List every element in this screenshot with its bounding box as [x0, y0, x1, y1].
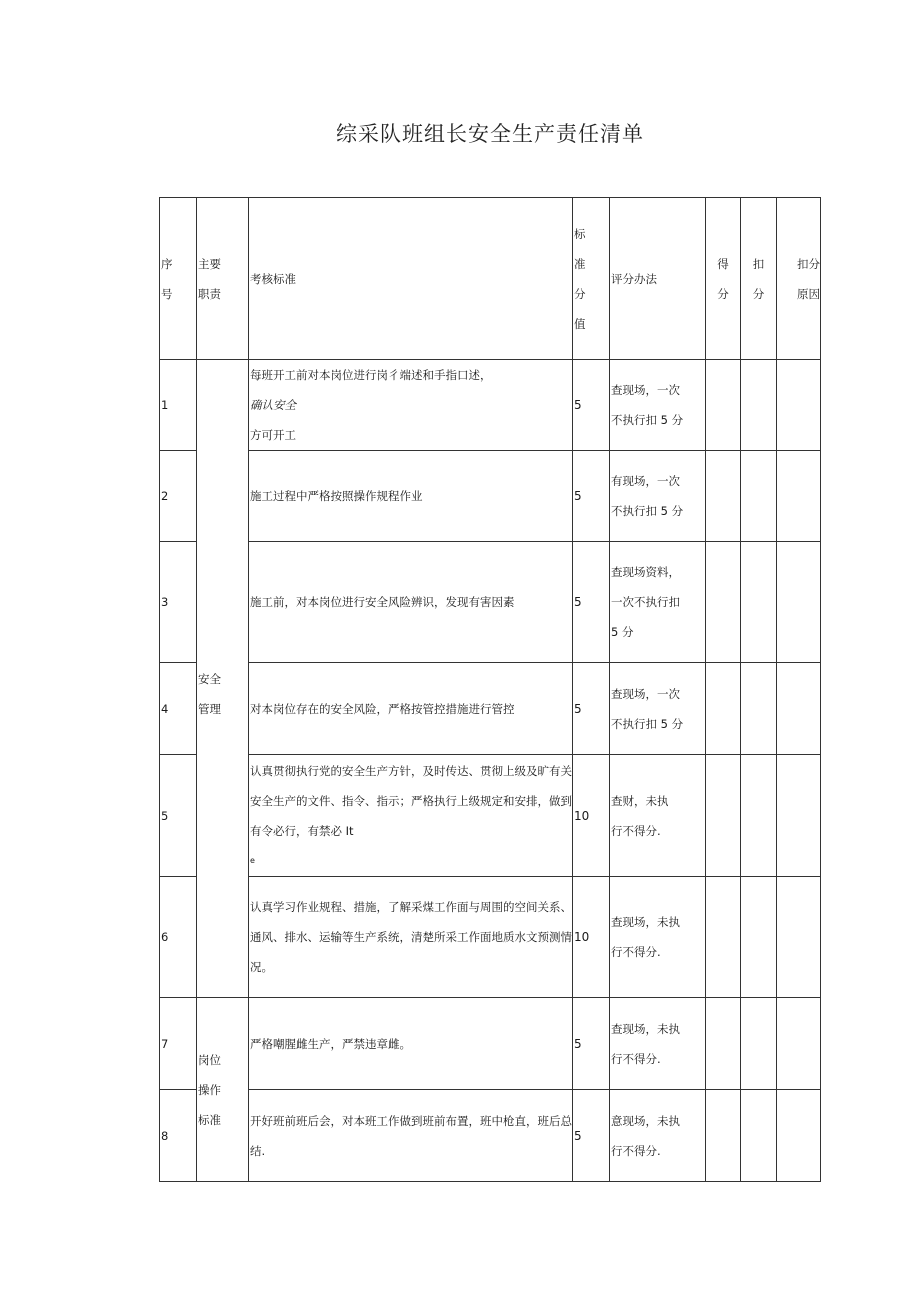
row-criteria: 严格嘲腥雌生产，严禁违章雌。 [249, 998, 573, 1090]
row-deduct [741, 451, 777, 542]
row-no: 6 [160, 877, 197, 998]
row-criteria: 施工过程中严格按照操作规程作业 [249, 451, 573, 542]
row-got [706, 998, 741, 1090]
row-method: 查现场，一次 不执行扣 5 分 [610, 360, 706, 451]
row-got [706, 755, 741, 877]
table-row [160, 360, 821, 451]
row-no: 8 [160, 1090, 197, 1182]
group-post-operation-standard: 岗位 操作 标准 [197, 998, 249, 1182]
row-deduct [741, 755, 777, 877]
row-deduct [741, 663, 777, 755]
row-method: 查现场，一次 不执行扣 5 分 [610, 663, 706, 755]
row-score: 10 [573, 755, 610, 877]
row-got [706, 1090, 741, 1182]
table-row [160, 663, 821, 755]
row-no: 3 [160, 542, 197, 663]
table-row [160, 877, 821, 998]
row-reason [777, 360, 821, 451]
row-reason [777, 998, 821, 1090]
responsibility-table [159, 197, 821, 1182]
row-score: 5 [573, 542, 610, 663]
header-reason: 扣分 原因 [777, 198, 821, 360]
row-got [706, 360, 741, 451]
table-header-row [160, 198, 821, 360]
row-method: 查现场，未执 行不得分. [610, 877, 706, 998]
row-reason [777, 542, 821, 663]
row-no: 1 [160, 360, 197, 451]
table-row [160, 755, 821, 877]
header-got: 得 分 [706, 198, 741, 360]
row-got [706, 663, 741, 755]
row-score: 5 [573, 360, 610, 451]
table-row [160, 998, 821, 1090]
row-criteria: 认真学习作业规程、措施，了解采煤工作面与周围的空间关系、 通风、排水、运输等生产系统，清楚所采工作面地质水文预测情 况。 [249, 877, 573, 998]
header-deduct: 扣 分 [741, 198, 777, 360]
row-method: 查现场资料， 一次不执行扣 5 分 [610, 542, 706, 663]
row-no: 4 [160, 663, 197, 755]
table-row [160, 542, 821, 663]
row-criteria: 认真贯彻执行党的安全生产方针，及时传达、贯彻上级及旷有关 安全生产的文件、指令、指示；严格执行上级规定和安排，做到 有令必行，有禁必 It e [249, 755, 573, 877]
row-criteria: 对本岗位存在的安全风险，严格按管控措施进行管控 [249, 663, 573, 755]
group-safety-management: 安全 管理 [197, 360, 249, 998]
row-deduct [741, 542, 777, 663]
row-reason [777, 877, 821, 998]
row-reason [777, 451, 821, 542]
row-no: 7 [160, 998, 197, 1090]
row-method: 有现场，一次 不执行扣 5 分 [610, 451, 706, 542]
row-got [706, 451, 741, 542]
header-score: 标 准 分 值 [573, 198, 610, 360]
row-score: 5 [573, 663, 610, 755]
row-reason [777, 1090, 821, 1182]
row-no: 5 [160, 755, 197, 877]
header-criteria: 考核标准 [249, 198, 573, 360]
row-method: 查现场，未执 行不得分. [610, 998, 706, 1090]
row-method: 查财，未执 行不得分. [610, 755, 706, 877]
row-reason [777, 755, 821, 877]
table-row [160, 451, 821, 542]
row-score: 5 [573, 451, 610, 542]
header-method: 评分办法 [610, 198, 706, 360]
row-score: 5 [573, 998, 610, 1090]
header-duty: 主要 职责 [197, 198, 249, 360]
row-deduct [741, 360, 777, 451]
row-method: 意现场，未执 行不得分. [610, 1090, 706, 1182]
row-deduct [741, 998, 777, 1090]
row-reason [777, 663, 821, 755]
row-got [706, 542, 741, 663]
row-deduct [741, 877, 777, 998]
row-got [706, 877, 741, 998]
header-no: 序 号 [160, 198, 197, 360]
row-deduct [741, 1090, 777, 1182]
table-row [160, 1090, 821, 1182]
row-criteria: 每班开工前对本岗位进行岗彳端述和手指口述， 确认安全 方可开工 [249, 360, 573, 451]
row-score: 5 [573, 1090, 610, 1182]
document-title: 综采队班组长安全生产责任清单 [336, 122, 644, 146]
row-score: 10 [573, 877, 610, 998]
row-criteria: 开好班前班后会，对本班工作做到班前布置，班中枪直，班后总 结. [249, 1090, 573, 1182]
row-no: 2 [160, 451, 197, 542]
row-criteria: 施工前，对本岗位进行安全风险辨识，发现有害因素 [249, 542, 573, 663]
